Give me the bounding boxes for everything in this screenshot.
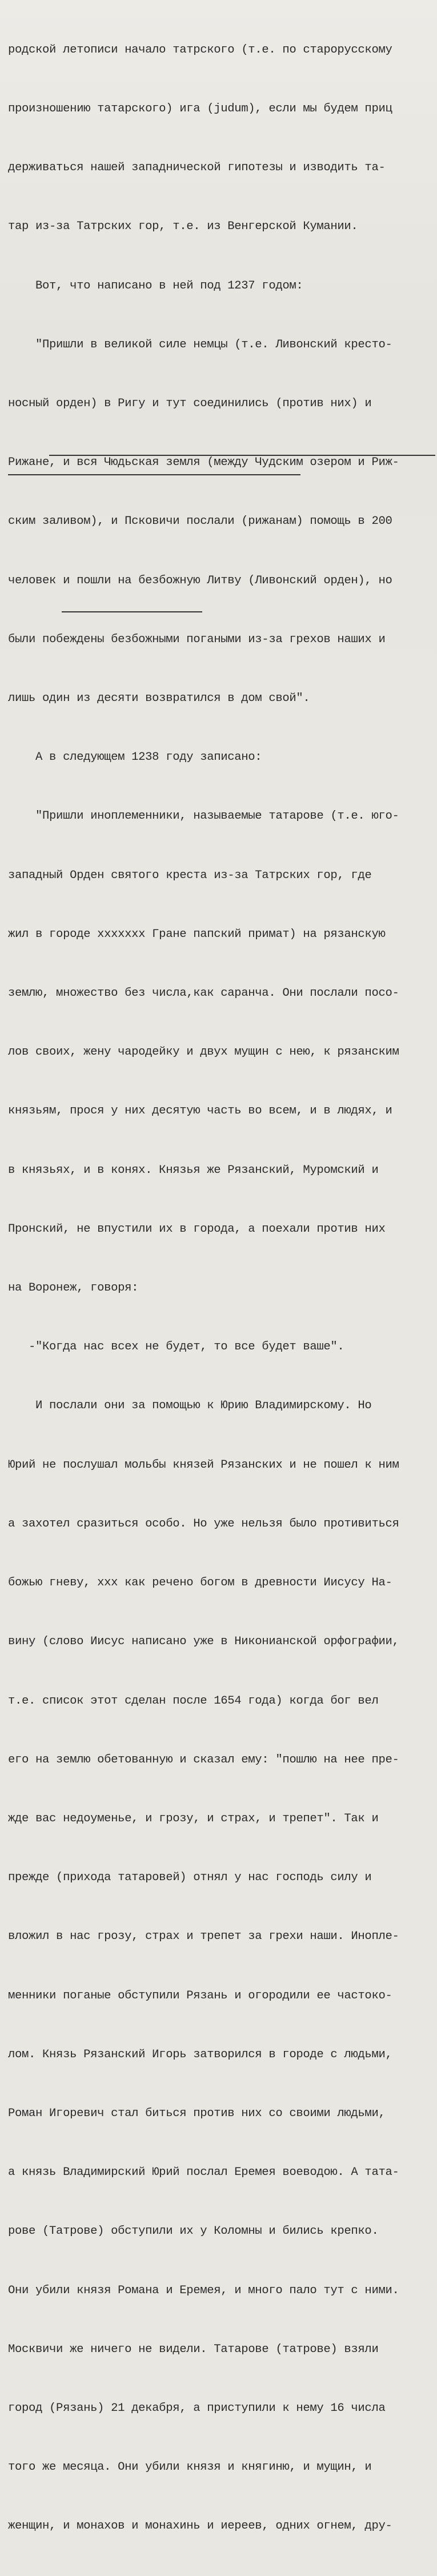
text-line: лишь один из десяти возвратился в дом свой". (8, 692, 310, 706)
text-line: произношению татарского) ига (judum), если мы будем приц (8, 102, 392, 116)
text-line: держиваться нашей западнической гипотезы и изводить та- (8, 161, 386, 175)
text-line: тар из-за Татрских гор, т.е. из Венгерской Кумании. (8, 220, 358, 234)
text-line: жде вас недоуменье, и грозу, и страх, и трепет". Так и (8, 1812, 379, 1825)
underline-annotation (8, 474, 300, 475)
text-line: князьям, прося у них десятую часть во всем, и в людях, и (8, 1104, 392, 1118)
text-line: родской летописи начало татрского (т.е. по старорусскому (8, 43, 392, 57)
text-line: были побеждены безбожными погаными из-за грехов наших и (8, 632, 386, 646)
text-line: "Пришли иноплеменники, называемые татарове (т.е. юго- (8, 810, 399, 823)
text-line: Они убили князя Романа и Еремея, и много пало тут с ними. (8, 2283, 399, 2297)
text-line: его на землю обетованную и сказал ему: "пошлю на нее пре- (8, 1753, 399, 1766)
text-line: город (Рязань) 21 декабря, а приступили к нему 16 числа (8, 2401, 386, 2415)
text-line: человек и пошли на безбожную Литву (Ливонский орден), но (8, 574, 392, 587)
underline-annotation (49, 455, 435, 456)
text-line: Москвичи же ничего не видели. Татарове (татрове) взяли (8, 2342, 379, 2356)
text-line: -"Когда нас всех не будет, то все будет ваше". (8, 1340, 344, 1354)
underline-annotation (62, 611, 202, 612)
text-line: Роман Игоревич стал биться против них со своими людьми, (8, 2106, 386, 2120)
text-line: ским заливом), и Псковичи послали (рижанам) помощь в 200 (8, 515, 392, 528)
text-line: на Воронеж, говоря: (8, 1281, 139, 1295)
text-line: лом. Князь Рязанский Игорь затворился в городе с людьми, (8, 2048, 392, 2061)
text-line: Рижане, и вся Чюдьская земля (между Чудским озером и Риж- (8, 456, 399, 470)
text-line: жил в городе xxxxxxx Гране папский примат) на рязанскую (8, 927, 386, 941)
text-line: рове (Татрове) обступили их у Коломны и бились крепко. (8, 2225, 379, 2238)
text-line: вложил в нас грозу, страх и трепет за грехи наши. Инопле- (8, 1930, 399, 1944)
text-line: вину (слово Иисус написано уже в Никонианской орфографии, (8, 1635, 399, 1649)
text-line: т.е. список этот сделан после 1654 года) когда бог вел (8, 1694, 379, 1708)
text-line: Пронский, не впустили их в города, а поехали против них (8, 1222, 386, 1236)
text-line: Вот, что написано в ней под 1237 годом: (8, 279, 303, 293)
text-line: а князь Владимирский Юрий послал Еремея воеводою. А тата- (8, 2166, 399, 2180)
text-line: лов своих, жену чародейку и двух мущин с нею, к рязанским (8, 1045, 399, 1059)
text-line: в князьях, и в конях. Князья же Рязанский, Муромский и (8, 1163, 379, 1177)
text-line: а захотел сразиться особо. Но уже нельзя было противиться (8, 1517, 399, 1531)
text-line: божью гневу, xxx как речено богом в древности Иисусу На- (8, 1576, 392, 1590)
text-line: Юрий не послушал мольбы князей Рязанских и не пошел к ним (8, 1458, 399, 1472)
text-line: западный Орден святого креста из-за Татрских гор, где (8, 868, 372, 882)
document-body (8, 1, 435, 2576)
text-line: женщин, и монахов и монахинь и иереев, одних огнем, дру- (8, 2519, 392, 2533)
text-line: прежде (прихода татаровей) отнял у нас господь силу и (8, 1871, 372, 1885)
text-line: того же месяца. Они убили князя и княгиню, и мущин, и (8, 2461, 372, 2474)
text-line: А в следующем 1238 году записано: (8, 751, 262, 764)
text-line: "Пришли в великой силе немцы (т.е. Ливонский кресто- (8, 338, 392, 351)
text-line: И послали они за помощью к Юрию Владимирскому. Но (8, 1399, 372, 1413)
text-line: носный орден) в Ригу и тут соединились (против них) и (8, 397, 372, 411)
text-line: землю, множество без числа,как саранча. Они послали посо- (8, 987, 399, 1000)
text-line: менники поганые обступили Рязань и огородили ее частоко- (8, 1989, 392, 2002)
